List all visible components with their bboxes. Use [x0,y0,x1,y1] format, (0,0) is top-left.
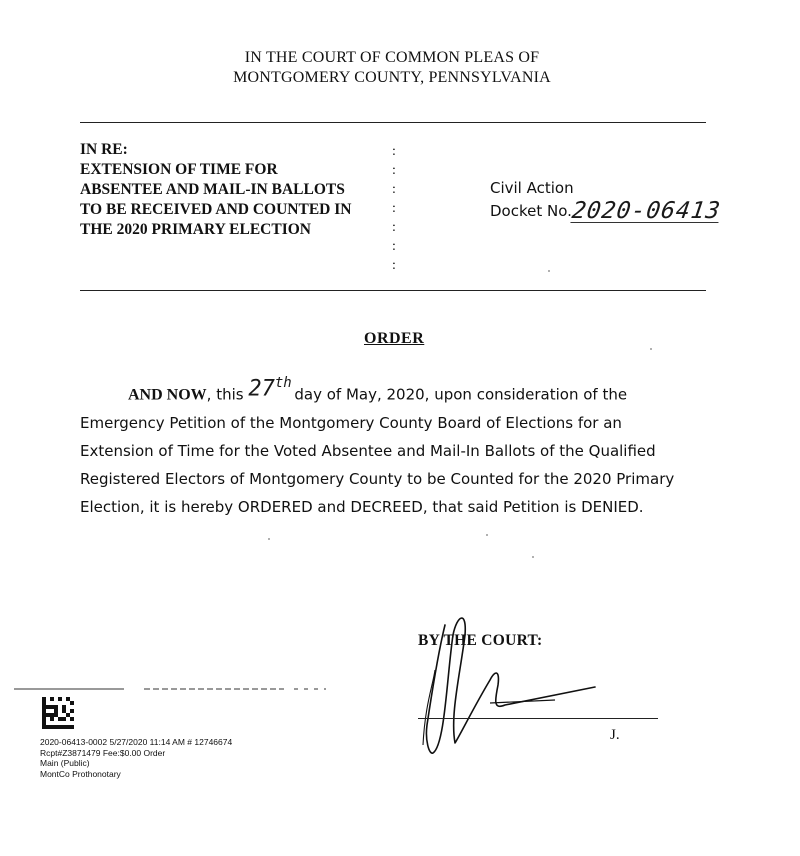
caption-colon-column [392,142,396,275]
court-header [0,48,784,88]
order-title: ORDER [364,330,425,347]
day-handwritten [248,369,294,403]
stamp-line-2: Rcpt#Z3871479 Fee:$0.00 Order [40,747,166,758]
court-header-line1: IN THE COURT OF COMMON PLEAS OF [244,49,540,66]
case-caption [80,140,351,240]
docket-label: Docket No. [490,202,572,220]
signature-stroke [490,700,555,703]
docket-number-row [490,198,723,224]
filing-stamp [40,737,232,779]
scan-speck [486,534,488,536]
order-body [80,373,720,521]
order-line-1 [80,373,720,409]
barcode-icon [42,697,74,729]
day-number: 27 [248,376,275,402]
stamp-line-1: 2020-06413-0002 5/27/2020 11:14 AM # 12746674 [40,737,233,747]
judge-suffix: J. [610,727,620,743]
caption-colon: : [392,239,396,254]
caption-colon: : [392,182,396,197]
docket-number-handwritten: 2020-06413 [570,198,723,224]
civil-action-label: Civil Action [490,179,574,197]
scan-speck [532,556,534,558]
order-line-5: Election, it is hereby ORDERED and DECREED, that said Petition is DENIED. [80,498,644,517]
scan-speck [650,348,652,350]
stamp-line-4: MontCo Prothonotary [40,768,121,779]
order-line-2: Emergency Petition of the Montgomery County Board of Elections for an [80,414,622,433]
this-word: , this [206,385,244,404]
court-header-line2: MONTGOMERY COUNTY, PENNSYLVANIA [233,69,551,86]
caption-line: EXTENSION OF TIME FOR [80,161,278,178]
order-line-3: Extension of Time for the Voted Absentee and Mail-In Ballots of the Qualified [80,442,656,461]
bottom-divider [80,290,706,291]
caption-colon: : [392,201,396,216]
caption-colon: : [392,220,396,235]
docket-block [490,178,723,224]
signature-line [418,718,658,719]
caption-line: THE 2020 PRIMARY ELECTION [80,221,311,238]
scan-speck [548,270,550,272]
judge-signature-image [405,605,605,765]
caption-line: IN RE: [80,141,128,158]
stamp-line-3: Main (Public) [40,758,90,768]
signature-stroke [426,618,595,753]
day-suffix: th [274,375,292,391]
top-divider [80,122,706,123]
stamp-dashed-line [14,686,326,692]
order-line-1-rest: day of May, 2020, upon consideration of the [294,385,628,404]
order-line-4: Registered Electors of Montgomery County to be Counted for the 2020 Primary [80,470,675,489]
caption-colon: : [392,163,396,178]
caption-line: ABSENTEE AND MAIL-IN BALLOTS [80,181,345,198]
caption-colon: : [392,258,396,273]
caption-line: TO BE RECEIVED AND COUNTED IN [80,201,352,218]
caption-colon: : [392,144,396,159]
by-the-court-label: BY THE COURT: [418,632,543,649]
and-now-label: AND NOW [128,386,207,404]
scan-speck [268,538,270,540]
